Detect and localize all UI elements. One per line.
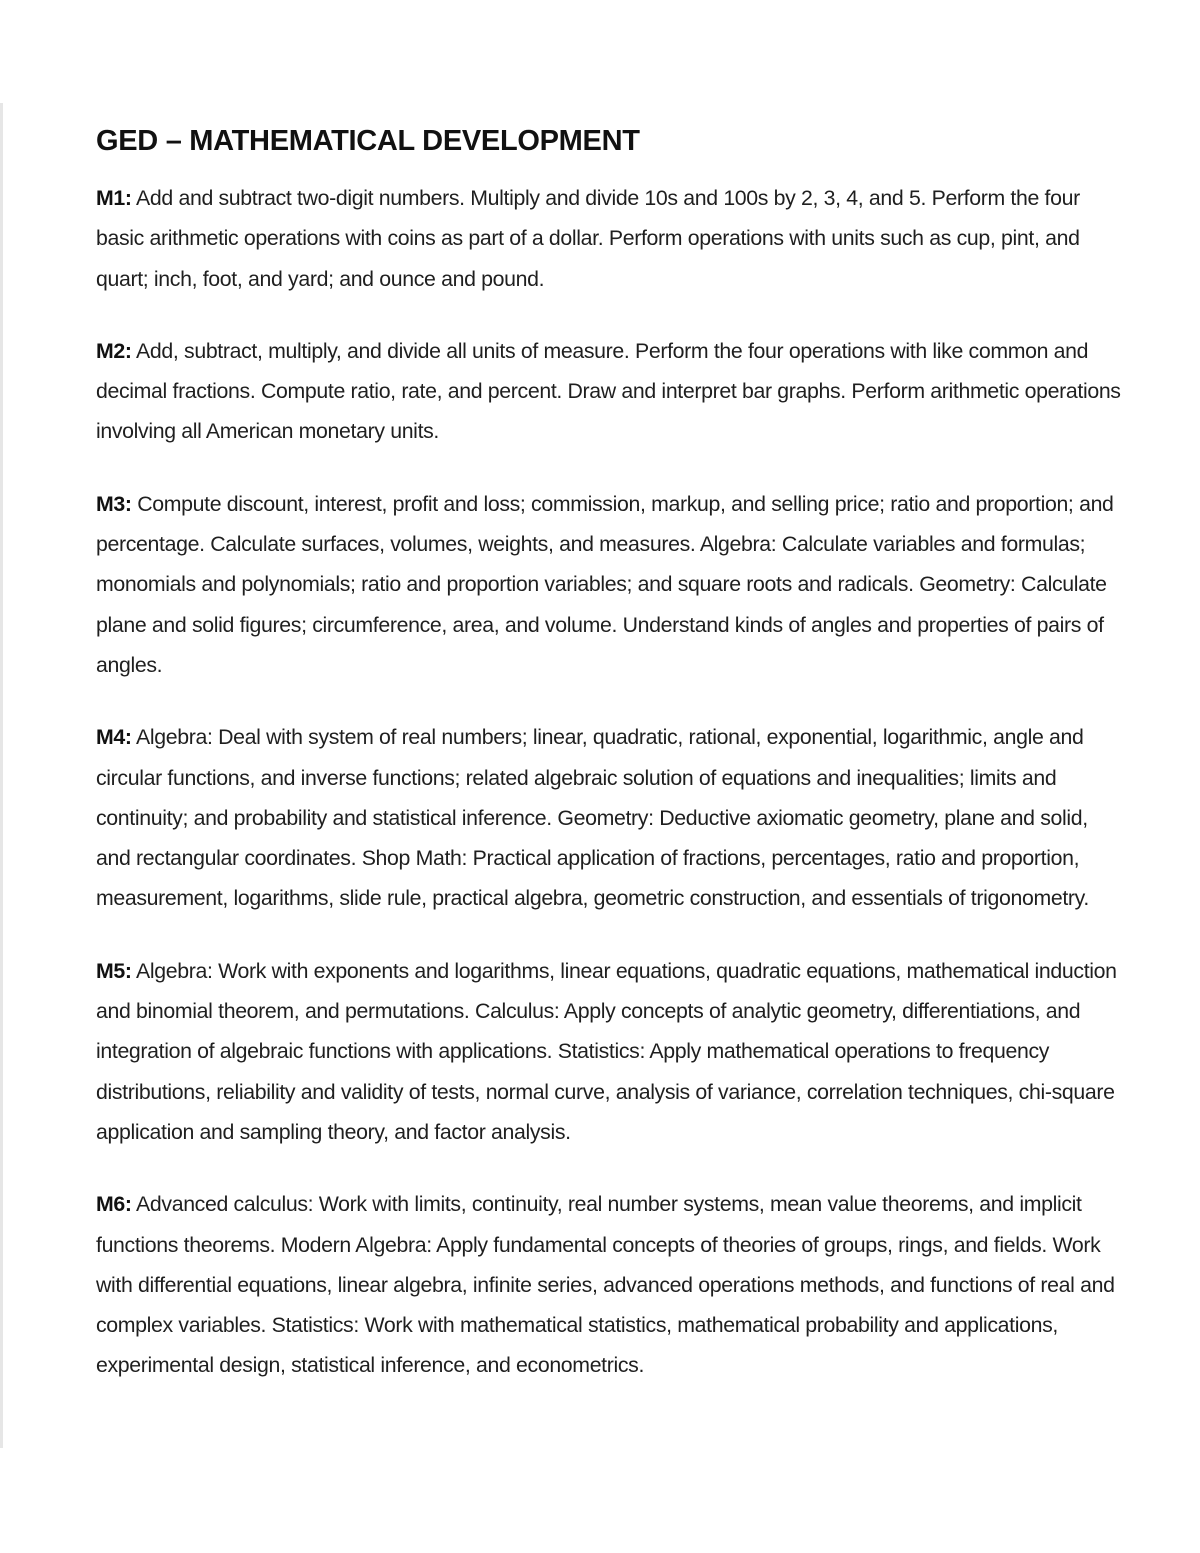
level-code: M3: — [96, 491, 132, 516]
level-description: Compute discount, interest, profit and loss; commission, markup, and selling price; ratio and proportion; and percentage. Calculate surfaces, volumes, weights, and measures. Algebra: Calculate variables and formulas; monomials and polynomials; ratio and proportion variables; and square roots and radicals. Geometry: Calculate plane and solid figures; circumference, area, and volume. Understand kinds of angles and properties of pairs of angles. — [96, 491, 1114, 677]
level-code: M1: — [96, 186, 132, 210]
level-code: M5: — [96, 958, 132, 983]
level-description: Algebra: Deal with system of real numbers; linear, quadratic, rational, exponential, logarithmic, angle and circular functions, and inverse functions; related algebraic solution of equations and inequalities; limits and continuity; and probability and statistical inference. Geometry: Deductive axiomatic geometry, plane and solid, and rectangular coordinates. Shop Math: Practical application of fractions, percentages, ratio and proportion, measurement, logarithms, slide rule, practical algebra, geometric construction, and essentials of trigonometry. — [96, 725, 1089, 911]
level-m6 — [96, 1184, 1126, 1385]
level-m5 — [96, 951, 1126, 1152]
page-title: GED – MATHEMATICAL DEVELOPMENT — [96, 125, 640, 157]
left-border-rule — [0, 103, 3, 1448]
level-description: Algebra: Work with exponents and logarithms, linear equations, quadratic equations, mathematical induction and binomial theorem, and permutations. Calculus: Apply concepts of analytic geometry, differentiations, and integration of algebraic functions with applications. Statistics: Apply mathematical operations to frequency distributions, reliability and validity of tests, normal curve, analysis of variance, correlation techniques, chi-square application and sampling theory, and factor analysis. — [96, 958, 1117, 1144]
level-m4 — [96, 717, 1126, 918]
level-m2 — [96, 331, 1126, 452]
level-m1 — [96, 178, 1126, 299]
level-description: Advanced calculus: Work with limits, continuity, real number systems, mean value theorems, and implicit functions theorems. Modern Algebra: Apply fundamental concepts of theories of groups, rings, and fields. Work with differential equations, linear algebra, infinite series, advanced operations methods, and functions of real and complex variables. Statistics: Work with mathematical statistics, mathematical probability and applications, experimental design, statistical inference, and econometrics. — [96, 1192, 1115, 1378]
level-code: M6: — [96, 1192, 132, 1217]
level-m3 — [96, 484, 1126, 685]
level-description: Add and subtract two-digit numbers. Multiply and divide 10s and 100s by 2, 3, 4, and 5. Perform the four basic arithmetic operations with coins as part of a dollar. Perform operations with units such as cup, pint, and quart; inch, foot, and yard; and ounce and pound. — [96, 186, 1080, 291]
document-body — [96, 118, 1126, 1418]
level-description: Add, subtract, multiply, and divide all units of measure. Perform the four operations with like common and decimal fractions. Compute ratio, rate, and percent. Draw and interpret bar graphs. Perform arithmetic operations involving all American monetary units. — [96, 338, 1121, 444]
level-code: M4: — [96, 725, 132, 750]
level-code: M2: — [96, 338, 132, 363]
